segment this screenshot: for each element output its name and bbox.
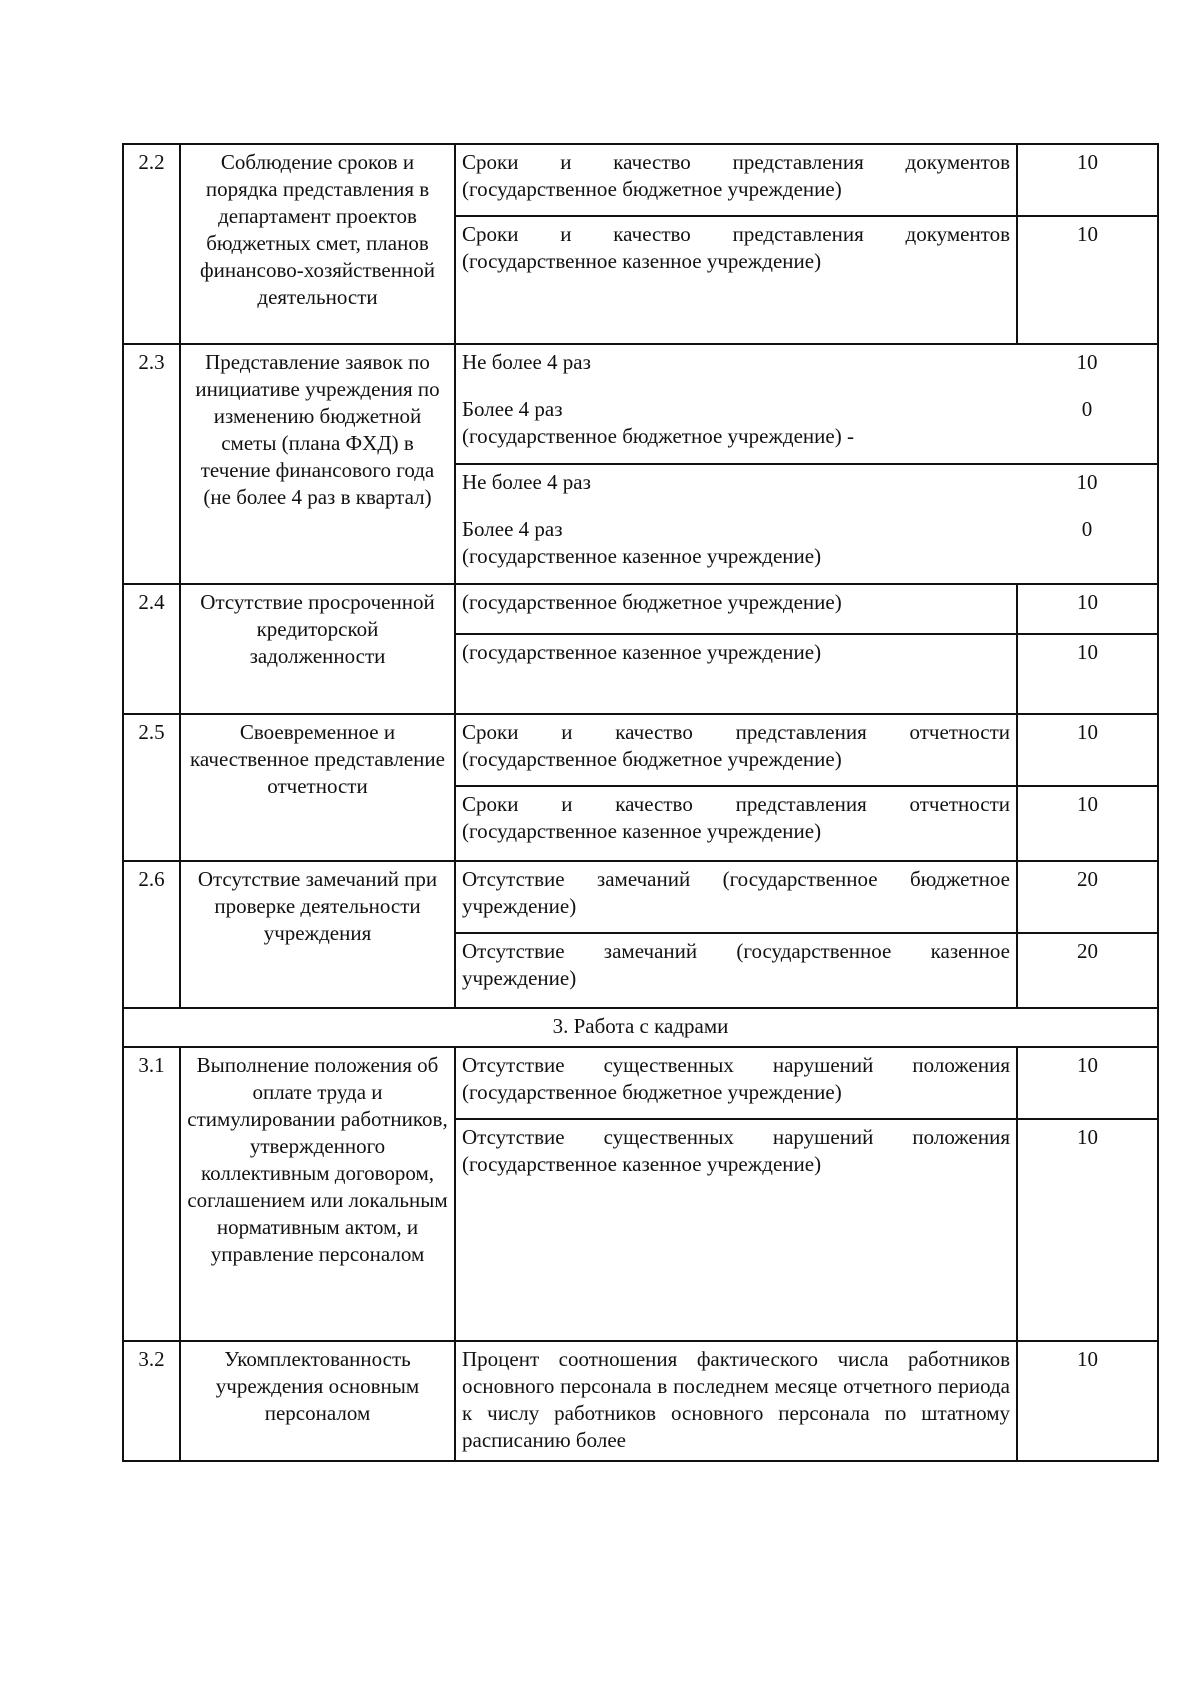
- option-description: Более 4 раз: [462, 397, 563, 421]
- row-number: 2.3: [123, 344, 180, 584]
- row-number: 2.5: [123, 714, 180, 861]
- row-number: 2.4: [123, 584, 180, 714]
- criterion-name: Отсутствие просроченной кредиторской задолженности: [180, 584, 455, 714]
- score-value: 20: [1017, 933, 1158, 1008]
- criterion-description: Сроки и качество представления отчетности (государственное казенное учреждение): [455, 786, 1017, 861]
- score-value: 10: [1017, 786, 1158, 861]
- score-value: 10: [1017, 714, 1158, 786]
- score-value: 10: [1017, 1119, 1158, 1341]
- criterion-description: (государственное бюджетное учреждение): [455, 584, 1017, 634]
- options-group: [455, 344, 1158, 464]
- score-value: 20: [1017, 861, 1158, 933]
- table-row: [123, 714, 1158, 786]
- section-title: 3. Работа с кадрами: [123, 1008, 1158, 1047]
- criterion-description: Процент соотношения фактического числа работников основного персонала в последнем месяце отчетного периода к числу работников основного персонала по штатному расписанию более: [455, 1341, 1017, 1461]
- option-line: [462, 469, 1151, 496]
- table-row: [123, 584, 1158, 634]
- criterion-description: Сроки и качество представления документов (государственное бюджетное учреждение): [455, 144, 1017, 216]
- criterion-name: Представление заявок по инициативе учреждения по изменению бюджетной сметы (плана ФХД) в течение финансового года (не более 4 раз в квартал): [180, 344, 455, 584]
- option-line: [462, 349, 1151, 376]
- row-number: 3.2: [123, 1341, 180, 1461]
- row-number: 2.2: [123, 144, 180, 344]
- score-value: 10: [1017, 1047, 1158, 1119]
- criterion-description: Сроки и качество представления отчетности (государственное бюджетное учреждение): [455, 714, 1017, 786]
- options-group: [455, 464, 1158, 584]
- criterion-description: (государственное казенное учреждение): [455, 634, 1017, 714]
- score-value: 10: [1017, 1341, 1158, 1461]
- option-note: (государственное казенное учреждение): [462, 544, 822, 568]
- criterion-name: Своевременное и качественное представление отчетности: [180, 714, 455, 861]
- criterion-description: Отсутствие замечаний (государственное казенное учреждение): [455, 933, 1017, 1008]
- score-value: 10: [1076, 350, 1098, 374]
- criterion-description: Отсутствие существенных нарушений положения (государственное бюджетное учреждение): [455, 1047, 1017, 1119]
- option-line: [462, 516, 1151, 543]
- score-value: 10: [1017, 216, 1158, 344]
- score-value: 10: [1017, 584, 1158, 634]
- table-row: [123, 1047, 1158, 1119]
- option-note: (государственное бюджетное учреждение) -: [462, 424, 854, 448]
- criterion-name: Укомплектованность учреждения основным персоналом: [180, 1341, 455, 1461]
- score-value: 0: [1081, 397, 1093, 421]
- table-row: [123, 861, 1158, 933]
- score-value: 10: [1017, 144, 1158, 216]
- criterion-name: Соблюдение сроков и порядка представления в департамент проектов бюджетных смет, планов финансово-хозяйственной деятельности: [180, 144, 455, 344]
- criteria-table: [122, 143, 1159, 1462]
- table-row: [123, 1341, 1158, 1461]
- option-description: Не более 4 раз: [462, 470, 591, 494]
- option-description: Не более 4 раз: [462, 350, 591, 374]
- row-number: 2.6: [123, 861, 180, 1008]
- criterion-description: Сроки и качество представления документов (государственное казенное учреждение): [455, 216, 1017, 344]
- table-row: [123, 344, 1158, 464]
- score-value: 10: [1076, 470, 1098, 494]
- option-line: [462, 396, 1151, 423]
- row-number: 3.1: [123, 1047, 180, 1341]
- table-row: [123, 1008, 1158, 1047]
- score-value: 10: [1017, 634, 1158, 714]
- option-description: Более 4 раз: [462, 517, 563, 541]
- criterion-description: Отсутствие существенных нарушений положения (государственное казенное учреждение): [455, 1119, 1017, 1341]
- score-value: 0: [1081, 517, 1093, 541]
- criterion-name: Выполнение положения об оплате труда и стимулировании работников, утвержденного коллективным договором, соглашением или локальным нормативным актом, и управление персоналом: [180, 1047, 455, 1341]
- table-row: [123, 144, 1158, 216]
- criterion-name: Отсутствие замечаний при проверке деятельности учреждения: [180, 861, 455, 1008]
- criterion-description: Отсутствие замечаний (государственное бюджетное учреждение): [455, 861, 1017, 933]
